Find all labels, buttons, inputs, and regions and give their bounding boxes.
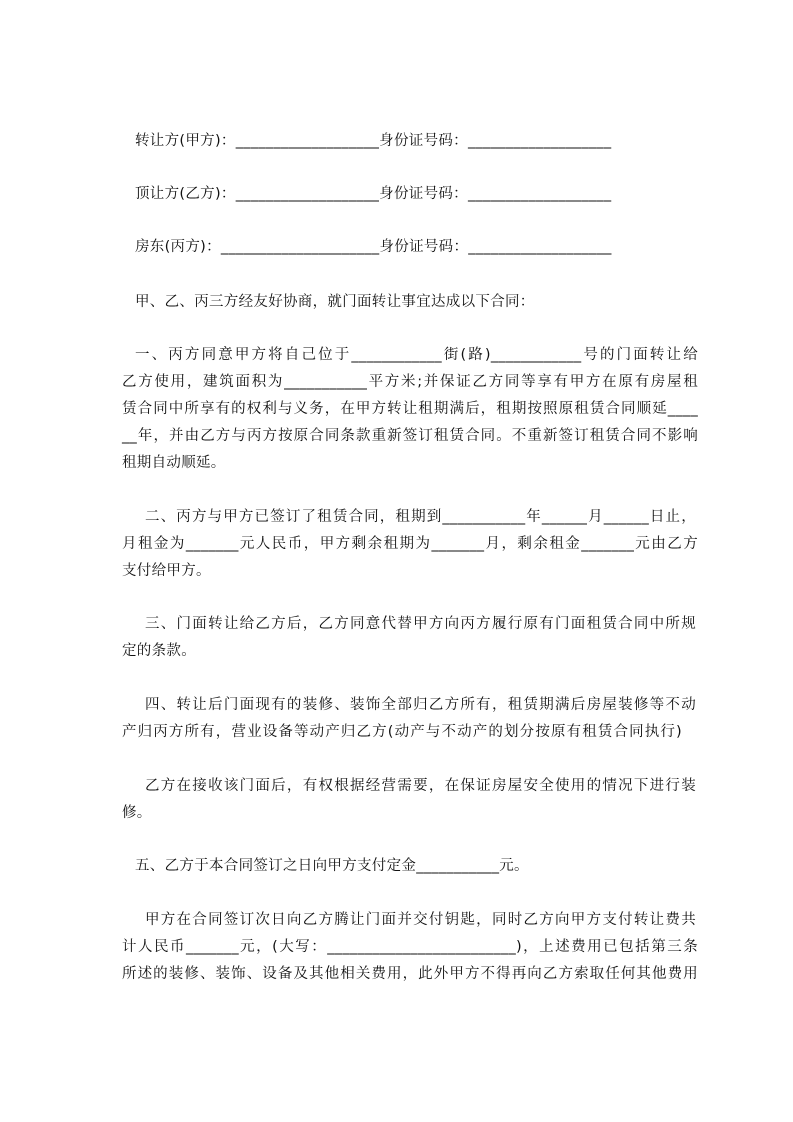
clause1-line2: 乙方使用，建筑面积为___________平方米;并保证乙方同等享有甲方在原有房屋租 bbox=[122, 374, 698, 390]
clause3-line1: 三、门面转让给乙方后，乙方同意代替甲方向丙方履行原有门面租赁合同中所规 bbox=[145, 616, 696, 632]
party-a-line: 转让方(甲方)：___________________身份证号码：___________________ bbox=[135, 133, 612, 149]
clause5b-line1: 甲方在合同签订次日向乙方腾让门面并交付钥匙，同时乙方向甲方支付转让费共 bbox=[145, 912, 696, 928]
intro-paragraph: 甲、乙、丙三方经友好协商，就门面转让事宜达成以下合同： bbox=[135, 294, 535, 310]
clause1-line3: 赁合同中所享有的权利与义务，在甲方转让租期满后，租期按照原租赁合同顺延____ bbox=[122, 401, 698, 417]
clause1-line4: __年，并由乙方与丙方按原合同条款重新签订租赁合同。不重新签订租赁合同不影响 bbox=[122, 428, 698, 444]
clause5b-line3: 所述的装修、装饰、设备及其他相关费用，此外甲方不得再向乙方索取任何其他费用 bbox=[122, 966, 698, 982]
clause5-line: 五、乙方于本合同签订之日向甲方支付定金___________元。 bbox=[135, 858, 529, 874]
clause1-line1: 一、丙方同意甲方将自己位于____________街(路)____________号的门面转让给 bbox=[135, 347, 698, 363]
party-c-line: 房东(丙方)：_____________________身份证号码：___________________ bbox=[135, 239, 612, 255]
clause5b-line2: 计人民币_______元，(大写：_________________________)，上述费用已包括第三条 bbox=[122, 939, 698, 955]
clause4b-line1: 乙方在接收该门面后，有权根据经营需要，在保证房屋安全使用的情况下进行装 bbox=[145, 778, 696, 794]
clause3-line2: 定的条款。 bbox=[122, 643, 196, 659]
clause4-line2: 产归丙方所有，营业设备等动产归乙方(动产与不动产的划分按原有租赁合同执行) bbox=[122, 724, 682, 740]
clause4-line1: 四、转让后门面现有的装修、装饰全部归乙方所有，租赁期满后房屋装修等不动 bbox=[145, 697, 696, 713]
clause4b-line2: 修。 bbox=[122, 805, 152, 821]
clause1-line5: 租期自动顺延。 bbox=[122, 455, 226, 471]
clause2-line3: 支付给甲方。 bbox=[122, 563, 211, 579]
clause2-line1: 二、丙方与甲方已签订了租赁合同，租期到___________年______月______日止， bbox=[145, 509, 696, 525]
party-b-line: 顶让方(乙方)：___________________身份证号码：___________________ bbox=[135, 186, 612, 202]
clause2-line2: 月租金为_______元人民币，甲方剩余租期为_______月，剩余租金_______元由乙方 bbox=[122, 536, 698, 552]
